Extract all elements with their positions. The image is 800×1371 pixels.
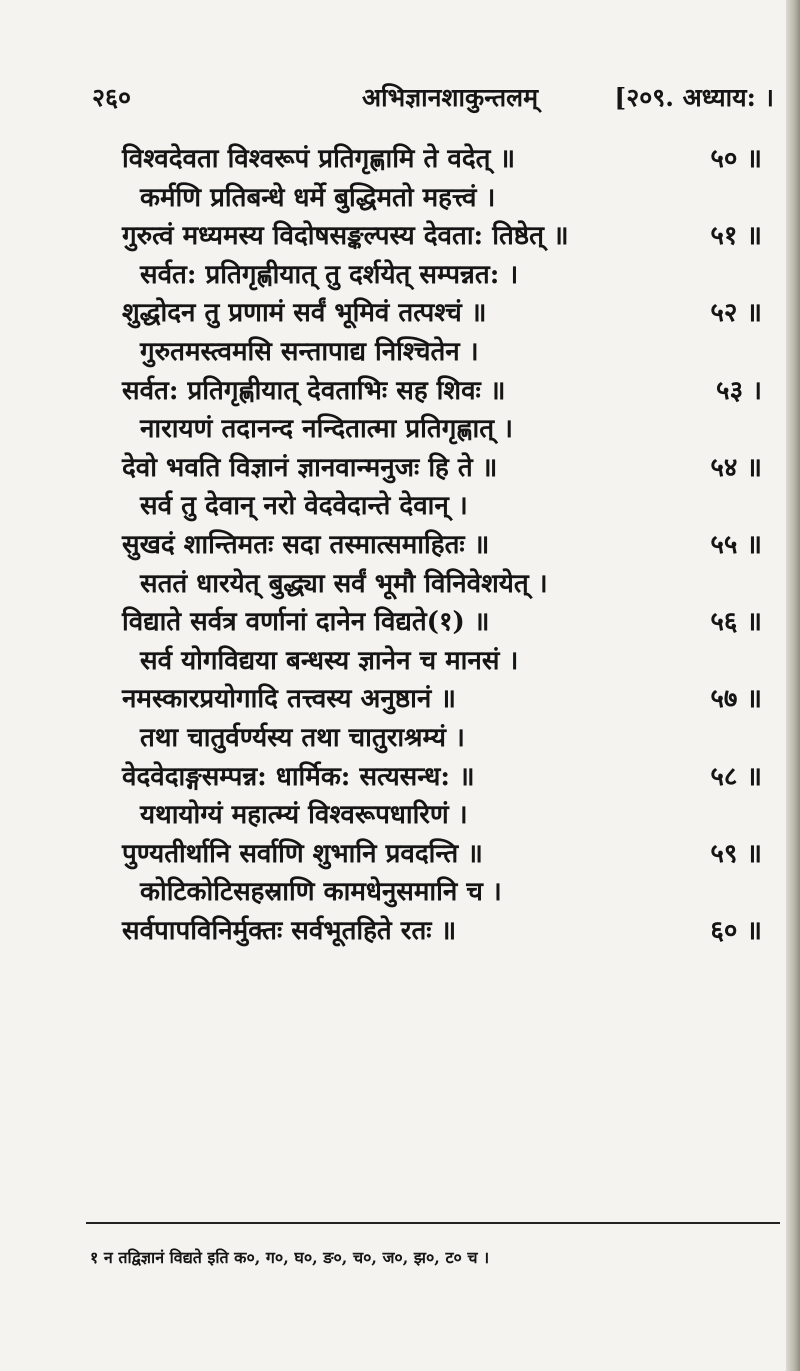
section-reference: [२०९. अध्याय: । bbox=[614, 83, 774, 112]
verse-line: यथायोग्यं महात्म्यं विश्वरूपधारिणं । bbox=[140, 800, 468, 831]
verse-line: सततं धारयेत् बुद्ध्या सर्वं भूमौ विनिवेशयेत् । bbox=[140, 568, 548, 599]
verse-line: गुरुत्वं मध्यमस्य विदोषसङ्कल्पस्य देवता: तिष्ठेत् ॥ ५१ ॥ bbox=[0, 217, 786, 256]
verse-number: ५६ ॥ bbox=[710, 607, 762, 638]
verse-number: ५२ ॥ bbox=[710, 298, 762, 329]
running-header bbox=[92, 80, 774, 120]
verse-line: सर्व तु देवान् नरो वेदवेदान्ते देवान् । bbox=[140, 491, 468, 522]
verse-line: सर्वत: प्रतिगृह्णीयात् तु दर्शयेत् सम्पन्नत: । bbox=[140, 259, 519, 290]
verse-line: पुण्यतीर्थानि सर्वाणि शुभानि प्रवदन्ति ॥ ५९ ॥ bbox=[0, 835, 786, 874]
verse-line: गुरुतमस्त्वमसि सन्तापाद्य निश्चितेन । bbox=[140, 336, 479, 367]
verse-line: विश्वदेवता विश्वरूपं प्रतिगृह्णामि ते वदेत् ॥ ५० ॥ bbox=[0, 140, 786, 179]
page-number: २६० bbox=[92, 83, 132, 112]
verse-number: ५७ ॥ bbox=[710, 684, 762, 715]
verse-line: विद्याते सर्वत्र वर्णानां दानेन विद्यते(१) ॥ ५६ ॥ bbox=[0, 603, 786, 642]
verse-line: नारायणं तदानन्द नन्दितात्मा प्रतिगृह्णात् । bbox=[140, 414, 513, 445]
verse-block bbox=[0, 140, 786, 950]
verse-number: ५३ । bbox=[716, 375, 762, 406]
verse-number: ५० ॥ bbox=[710, 144, 762, 174]
verse-number: ५९ ॥ bbox=[710, 838, 762, 869]
footnote: १ न तद्विज्ञानं विद्यते इति क०, ग०, घ०, ङ०, च०, ज०, झ०, ट० च । bbox=[90, 1248, 490, 1267]
verse-number: ५४ ॥ bbox=[710, 452, 762, 483]
page-edge bbox=[786, 0, 800, 1371]
verse-number: ६० ॥ bbox=[710, 915, 762, 946]
verse-number: ५५ ॥ bbox=[710, 529, 762, 560]
verse-line: सर्व योगविद्यया बन्धस्य ज्ञानेन च मानसं । bbox=[140, 645, 519, 676]
verse-line: शुद्धोदन तु प्रणामं सर्वं भूमिवं तत्पश्चं ॥ ५२ ॥ bbox=[0, 294, 786, 333]
verse-line: वेदवेदाङ्गसम्पन्न: धार्मिक: सत्यसन्ध: ॥ ५८ ॥ bbox=[0, 758, 786, 797]
verse-line: कोटिकोटिसहस्राणि कामधेनुसमानि च । bbox=[140, 877, 502, 908]
verse-line: सुखदं शान्तिमतः सदा तस्मात्समाहितः ॥ ५५ ॥ bbox=[0, 526, 786, 565]
book-title: अभिज्ञानशाकुन्तलम् bbox=[362, 83, 539, 112]
verse-line: देवो भवति विज्ञानं ज्ञानवान्मनुजः हि ते ॥ ५४ ॥ bbox=[0, 449, 786, 488]
verse-number: ५८ ॥ bbox=[710, 761, 762, 792]
verse-line: कर्मणि प्रतिबन्धे धर्मे बुद्धिमतो महत्त्वं । bbox=[140, 182, 496, 213]
verse-line: तथा चातुर्वर्ण्यस्य तथा चातुराश्रम्यं । bbox=[140, 722, 465, 753]
verse-number: ५१ ॥ bbox=[710, 221, 762, 252]
verse-line: नमस्कारप्रयोगादि तत्त्वस्य अनुष्ठानं ॥ ५७ ॥ bbox=[0, 680, 786, 719]
verse-line: सर्वपापविनिर्मुक्तः सर्वभूतहिते रतः ॥ ६० ॥ bbox=[0, 912, 786, 951]
footnote-divider bbox=[86, 1222, 780, 1224]
verse-line: सर्वत: प्रतिगृह्णीयात् देवताभिः सह शिवः ॥ ५३ । bbox=[0, 372, 786, 411]
